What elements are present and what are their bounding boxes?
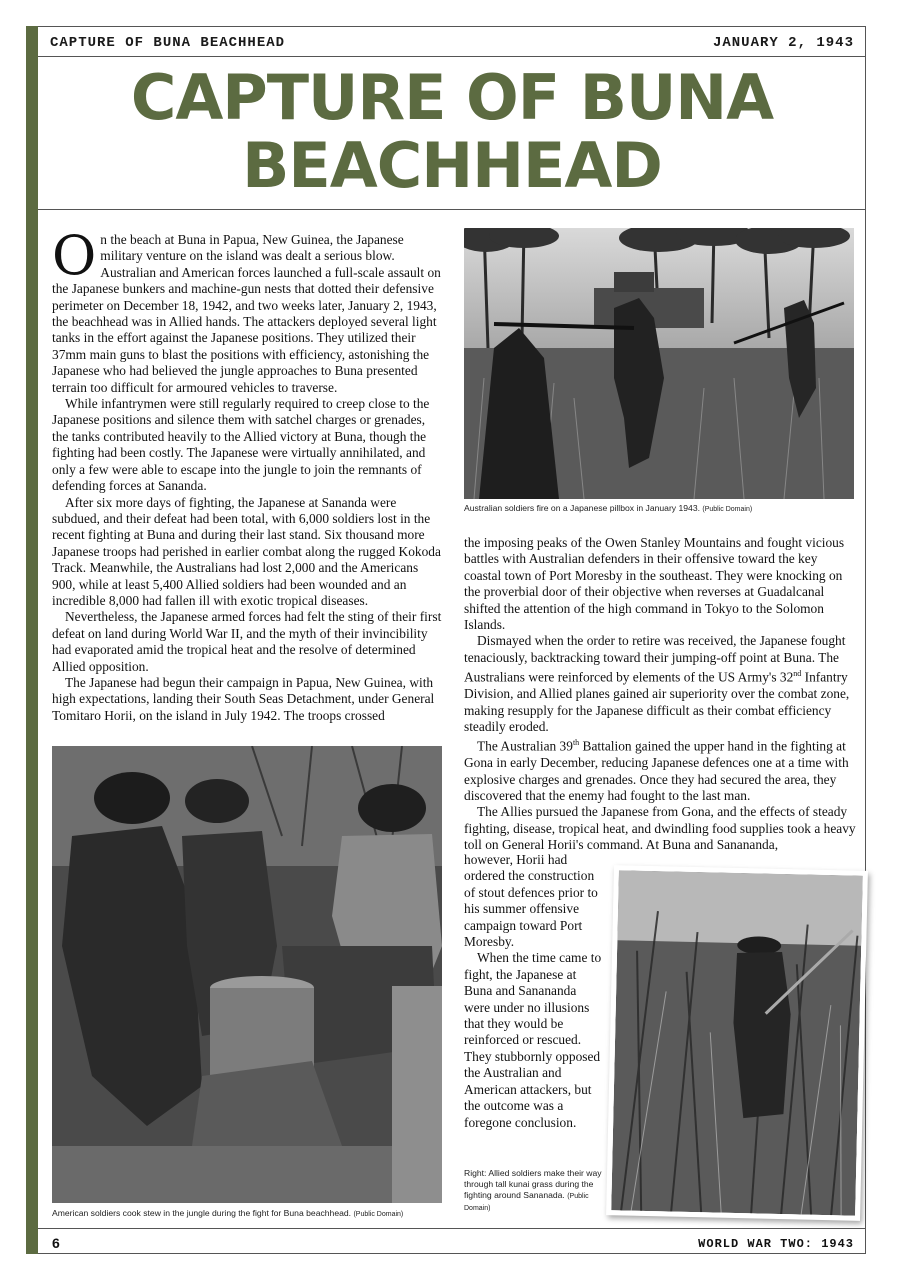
article-paragraph: however, Horii had ordered the construction of stout defences prior to his summer offensive campaign toward Port Moresby.	[464, 852, 598, 950]
article-paragraph: Dismayed when the order to retire was received, the Japanese fought tenaciously, backtracking toward their jumping-off point at Buna. The Australians were reinforced by elements of the US Army's 32nd Infantry Division, and Allied planes gained air superiority over the combat zone, making resupply for the Japanese difficult as their combat efficiency steadily eroded.	[464, 633, 850, 734]
title-rule	[38, 209, 866, 210]
article-column-left	[52, 224, 442, 724]
article-paragraph: The Allies pursued the Japanese from Gona, and the effects of steady fighting, disease, tropical heat, and dwindling food supplies took a heavy toll on General Horii's command. At Buna and Sanananda,	[464, 804, 856, 853]
footer-rule	[38, 1228, 866, 1229]
accent-sidebar	[26, 26, 38, 1254]
caption-top-right: Australian soldiers fire on a Japanese pillbox in January 1943. (Public Domain)	[464, 503, 753, 513]
photo-soldiers-firing	[464, 228, 854, 499]
publication-name: WORLD WAR TWO: 1943	[698, 1237, 854, 1251]
article-paragraph: The Japanese had begun their campaign in Papua, New Guinea, with high expectations, landing their South Seas Detachment, under General Tomitaro Horii, on the island in July 1942. The troops crossed	[52, 674, 435, 723]
photo-soldiers-cooking	[52, 746, 442, 1203]
drop-cap: O	[52, 224, 97, 287]
article-paragraph: The Australian 39th Battalion gained the upper hand in the fighting at Gona in early December, reducing Japanese defences one at a time with explosive charges and grenades. Once they had secured the area, they discovered that the enemy had fought to the last man.	[464, 738, 849, 804]
title-line-2: BEACHHEAD	[242, 129, 662, 202]
caption-bottom-right: Right: Allied soldiers make their way through tall kunai grass during the fighting around Sananada. (Public Domain)	[464, 1168, 602, 1212]
article-paragraph: Nevertheless, the Japanese armed forces had felt the sting of their first defeat on land during World War II, and the myth of their invincibility had evaporated amid the tropical heat and the resolve of determined Allied opposition.	[52, 609, 442, 674]
article-paragraph: After six more days of fighting, the Japanese at Sananda were subdued, and their defeat had been total, with 6,000 soldiers lost in the recent fighting at Buna and during their last stand. Six thousand more Japanese troops had perished in earlier combat along the rugged Kokoda Track. Meanwhile, the Australians had lost 2,000 and the Americans 900, while at least 5,400 Allied soldiers had been wounded and an incredible 8,000 had fallen ill with exotic tropical diseases.	[52, 494, 441, 608]
title-line-1: CAPTURE OF BUNA	[130, 61, 774, 134]
header-rule	[38, 56, 866, 57]
page-number: 6	[52, 1235, 60, 1251]
photo-credit: (Public Domain)	[464, 1193, 589, 1212]
running-header-date: JANUARY 2, 1943	[712, 35, 854, 51]
article-paragraph: When the time came to fight, the Japanese at Buna and Sanananda were under no illusions that they would be reinforced or rescued. They stubbornly opposed the Australian and American attackers, but the outcome was a foregone conclusion.	[464, 950, 602, 1130]
photo-credit: (Public Domain)	[353, 1211, 404, 1218]
article-column-right	[464, 535, 856, 854]
page-title	[38, 61, 866, 202]
article-paragraph: the imposing peaks of the Owen Stanley Mountains and fought vicious battles with Australian defenders in their offensive toward the key coastal town of Port Moresby in the southeast. They were knocking on the proverbial door of their objective when reverses at Guadalcanal shifted the attention of the high command in Tokyo to the Solomon Islands.	[464, 535, 845, 633]
article-paragraph: On the beach at Buna in Papua, New Guinea, the Japanese military venture on the island was dealt a serious blow. Australian and American forces launched a full-scale assault on the Japanese bunkers and machine-gun nests that dotted their defensive perimeter on December 18, 1942, and two weeks later, January 2, 1943, the beachhead was in Allied hands. The attackers deployed several light tanks in the effort against the Japanese positions. They utilized their 37mm main guns to blast the positions with efficiency, astonishing the Japanese who had believed the jungle approaches to Buna presented terrain too difficult for armoured vehicles to traverse.	[52, 224, 441, 395]
photo-soldiers-kunai-grass	[611, 870, 863, 1215]
article-paragraph: While infantrymen were still regularly required to creep close to the Japanese positions and silence them with satchel charges or grenades, the tanks contributed heavily to the Allied victory at Buna, though the fighting had been costly. The Japanese were virtually annihilated, and only a few were able to escape into the jungle to join the remnants of defending forces at Sananda.	[52, 396, 430, 494]
article-column-narrow	[464, 852, 604, 1131]
photo-tilted-frame	[606, 865, 868, 1221]
running-header-section: CAPTURE OF BUNA BEACHHEAD	[50, 35, 286, 51]
photo-credit: (Public Domain)	[702, 506, 753, 513]
caption-bottom-left: American soldiers cook stew in the jungle during the fight for Buna beachhead. (Public Domain)	[52, 1208, 404, 1218]
